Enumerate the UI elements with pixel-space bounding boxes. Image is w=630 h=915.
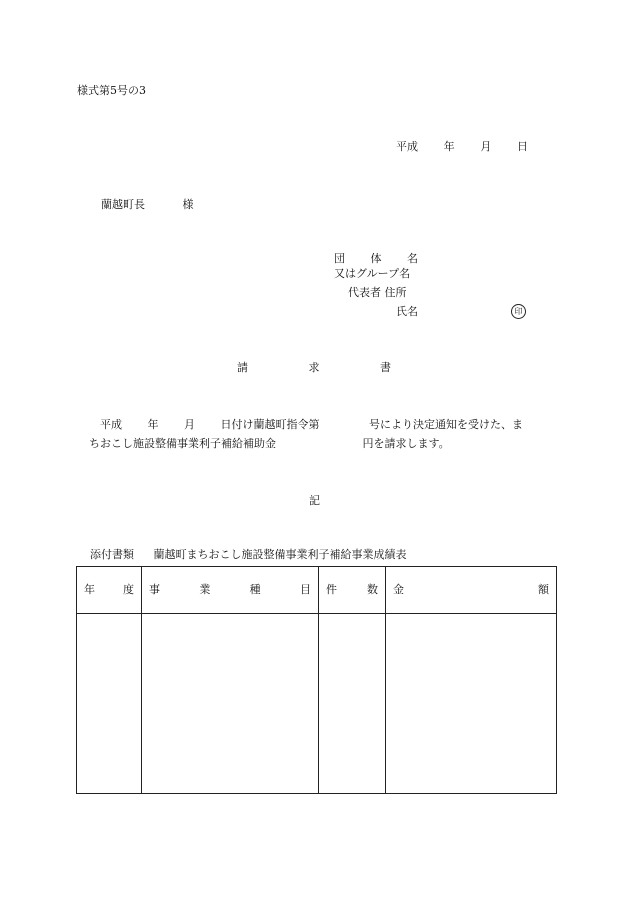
body-line2-start: ちおこし施設整備事業利子補給補助金 xyxy=(89,437,276,450)
header-char: 額 xyxy=(538,583,549,596)
group-char-2: 体 xyxy=(370,252,382,265)
header-char: 金 xyxy=(393,583,404,596)
header-char: 事 xyxy=(149,583,160,596)
attachment-name: 蘭越町まちおこし施設整備事業利子補給事業成績表 xyxy=(153,548,407,561)
body-era: 平成 xyxy=(100,418,122,431)
body-dated: 日付け蘭越町指令第 xyxy=(220,418,320,431)
results-table xyxy=(76,566,557,794)
header-char: 数 xyxy=(367,583,378,596)
table-header-row xyxy=(77,567,557,614)
applicant-or-group: 又はグループ名 xyxy=(334,267,411,280)
header-char: 年 xyxy=(84,583,95,596)
date-day-label: 日 xyxy=(516,140,528,153)
header-char: 件 xyxy=(326,583,337,596)
body-line-2 xyxy=(89,437,450,451)
document-title xyxy=(237,361,391,375)
attachment-line xyxy=(90,548,407,562)
body-month: 月 xyxy=(184,418,195,431)
form-number: 様式第5号の3 xyxy=(77,84,146,97)
attachment-label: 添付書類 xyxy=(90,548,134,561)
cell-amount[interactable] xyxy=(386,614,557,794)
addressee-honorific: 様 xyxy=(182,198,194,211)
body-year: 年 xyxy=(147,418,159,431)
date-year-label: 年 xyxy=(443,140,455,153)
group-char-1: 団 xyxy=(334,252,345,265)
header-char: 度 xyxy=(123,583,134,596)
applicant-name-label: 氏名 xyxy=(396,305,418,318)
date-era: 平成 xyxy=(396,140,418,153)
header-fiscal-year xyxy=(77,567,142,614)
cell-count[interactable] xyxy=(319,614,386,794)
date-month-label: 月 xyxy=(480,140,492,153)
header-amount xyxy=(386,567,557,614)
ki-heading: 記 xyxy=(309,494,320,507)
header-char: 業 xyxy=(199,583,211,596)
table-row xyxy=(77,614,557,794)
date-line xyxy=(396,140,528,154)
seal-mark xyxy=(511,304,526,319)
cell-fiscal-year[interactable] xyxy=(77,614,142,794)
cell-business-type[interactable] xyxy=(142,614,319,794)
title-char-1: 請 xyxy=(237,361,248,374)
group-char-3: 名 xyxy=(407,252,418,265)
body-line2-rest: 円を請求します。 xyxy=(362,437,450,450)
title-char-3: 書 xyxy=(380,361,391,374)
addressee xyxy=(101,198,194,212)
applicant-rep-address: 代表者 住所 xyxy=(348,286,407,299)
title-char-2: 求 xyxy=(308,361,320,374)
header-count xyxy=(319,567,386,614)
header-char: 種 xyxy=(249,583,261,596)
header-business-type xyxy=(142,567,319,614)
body-line1-rest: 号により決定通知を受けた、ま xyxy=(369,418,523,431)
seal-icon: 印 xyxy=(511,304,526,319)
header-char: 目 xyxy=(299,583,311,596)
body-line-1 xyxy=(100,418,523,432)
applicant-group-name xyxy=(334,252,418,266)
addressee-name: 蘭越町長 xyxy=(101,198,145,211)
